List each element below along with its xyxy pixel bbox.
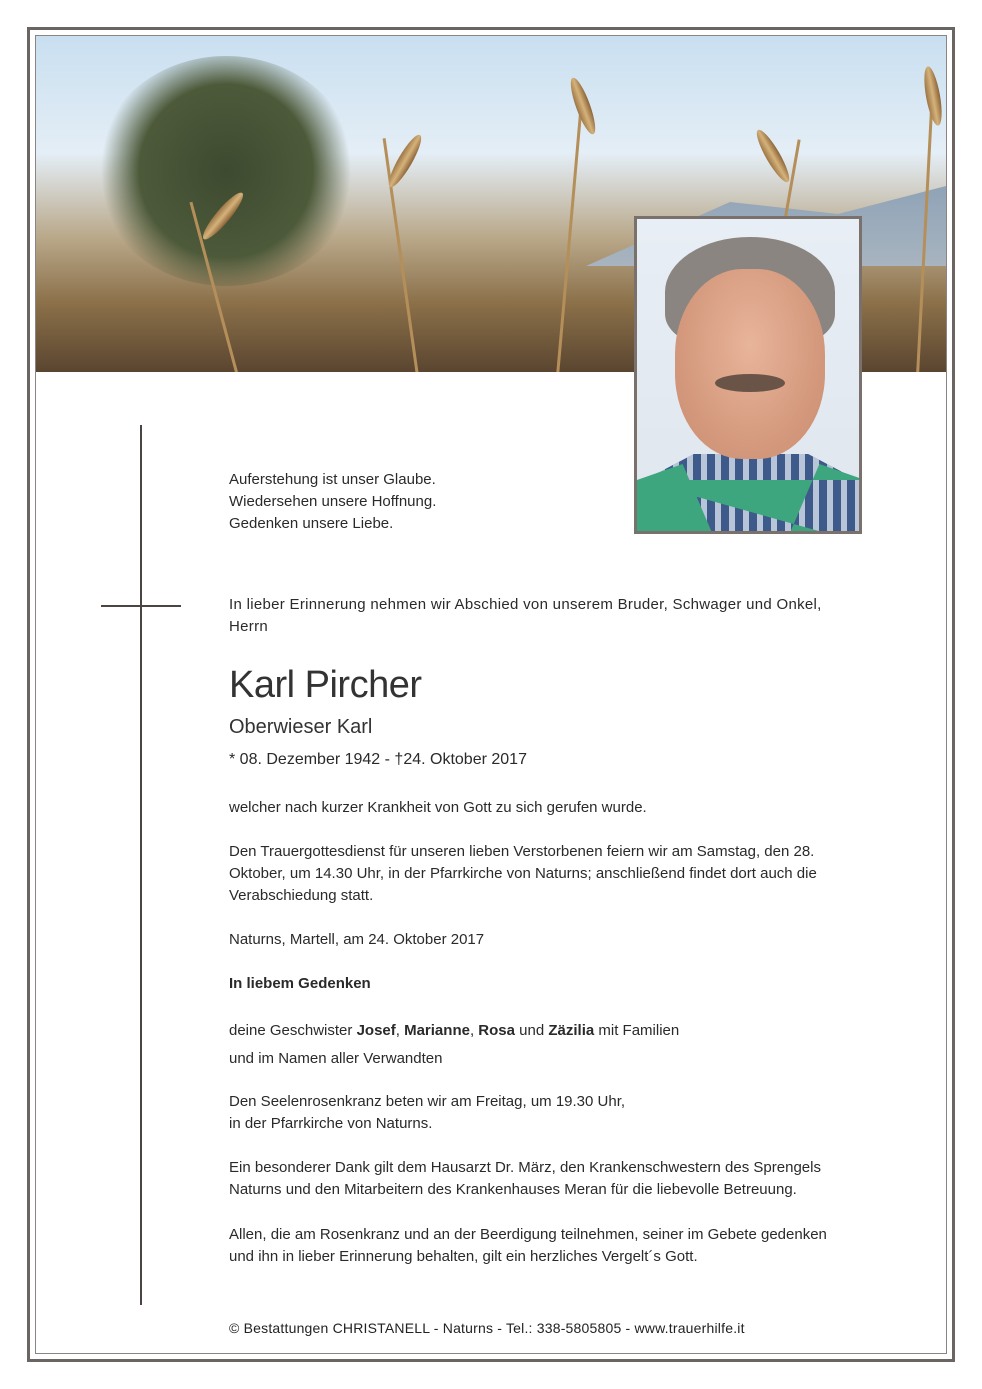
cross-horizontal bbox=[101, 605, 181, 607]
sibling-name: Rosa bbox=[478, 1022, 515, 1039]
footer-credit: © Bestattungen CHRISTANELL - Naturns - Tel.: 338-5805805 - www.trauerhilfe.it bbox=[229, 1320, 745, 1336]
sep: , bbox=[469, 1022, 479, 1039]
cross-vertical bbox=[140, 425, 142, 1305]
sibling-name: Marianne bbox=[404, 1022, 470, 1039]
place-date: Naturns, Martell, am 24. Oktober 2017 bbox=[229, 931, 485, 948]
memory-heading: In liebem Gedenken bbox=[229, 975, 371, 992]
portrait-photo bbox=[634, 216, 862, 534]
service-line: Den Trauergottesdienst für unseren lieben Verstorbenen feiern wir am Samstag, den 28. bbox=[229, 843, 815, 860]
family-text: mit Familien bbox=[594, 1022, 680, 1039]
rosary-line: in der Pfarrkirche von Naturns. bbox=[229, 1115, 433, 1132]
intro-line: Herrn bbox=[229, 618, 269, 635]
sep: , bbox=[395, 1022, 405, 1039]
service-line: Oktober, um 14.30 Uhr, in der Pfarrkirche von Naturns; anschließend findet dort auch die bbox=[229, 865, 817, 882]
thanks-line: Naturns und den Mitarbeitern des Krankenhauses Meran für die liebevolle Betreuung. bbox=[229, 1181, 797, 1198]
closing-line: und ihn in lieber Erinnerung behalten, gilt ein herzliches Vergelt´s Gott. bbox=[229, 1248, 698, 1265]
rosary-line: Den Seelenrosenkranz beten wir am Freitag, um 19.30 Uhr, bbox=[229, 1093, 626, 1110]
service-line: Verabschiedung statt. bbox=[229, 887, 374, 904]
called-text: welcher nach kurzer Krankheit von Gott zu sich gerufen wurde. bbox=[229, 799, 647, 816]
motto-line: Auferstehung ist unser Glaube. bbox=[229, 471, 436, 488]
intro bbox=[229, 594, 822, 638]
thanks bbox=[229, 1157, 821, 1201]
closing-line: Allen, die am Rosenkranz und an der Beerdigung teilnehmen, seiner im Gebete gedenken bbox=[229, 1226, 827, 1243]
service-info bbox=[229, 841, 817, 907]
motto bbox=[229, 469, 436, 535]
rosary-info bbox=[229, 1091, 625, 1135]
family-line: und im Namen aller Verwandten bbox=[229, 1050, 443, 1067]
closing bbox=[229, 1224, 827, 1268]
family bbox=[229, 1017, 679, 1073]
sep: und bbox=[514, 1022, 549, 1039]
intro-line: In lieber Erinnerung nehmen wir Abschied von unserem Bruder, Schwager und Onkel, bbox=[229, 596, 822, 613]
sibling-name: Josef bbox=[356, 1022, 396, 1039]
thanks-line: Ein besonderer Dank gilt dem Hausarzt Dr. März, den Krankenschwestern des Sprengels bbox=[229, 1159, 821, 1176]
motto-line: Gedenken unsere Liebe. bbox=[229, 515, 394, 532]
life-dates: * 08. Dezember 1942 - †24. Oktober 2017 bbox=[229, 751, 527, 768]
sibling-name: Zäzilia bbox=[548, 1022, 595, 1039]
nickname: Oberwieser Karl bbox=[229, 716, 373, 738]
deceased-name: Karl Pircher bbox=[229, 664, 422, 706]
motto-line: Wiedersehen unsere Hoffnung. bbox=[229, 493, 437, 510]
family-text: deine Geschwister bbox=[229, 1022, 357, 1039]
